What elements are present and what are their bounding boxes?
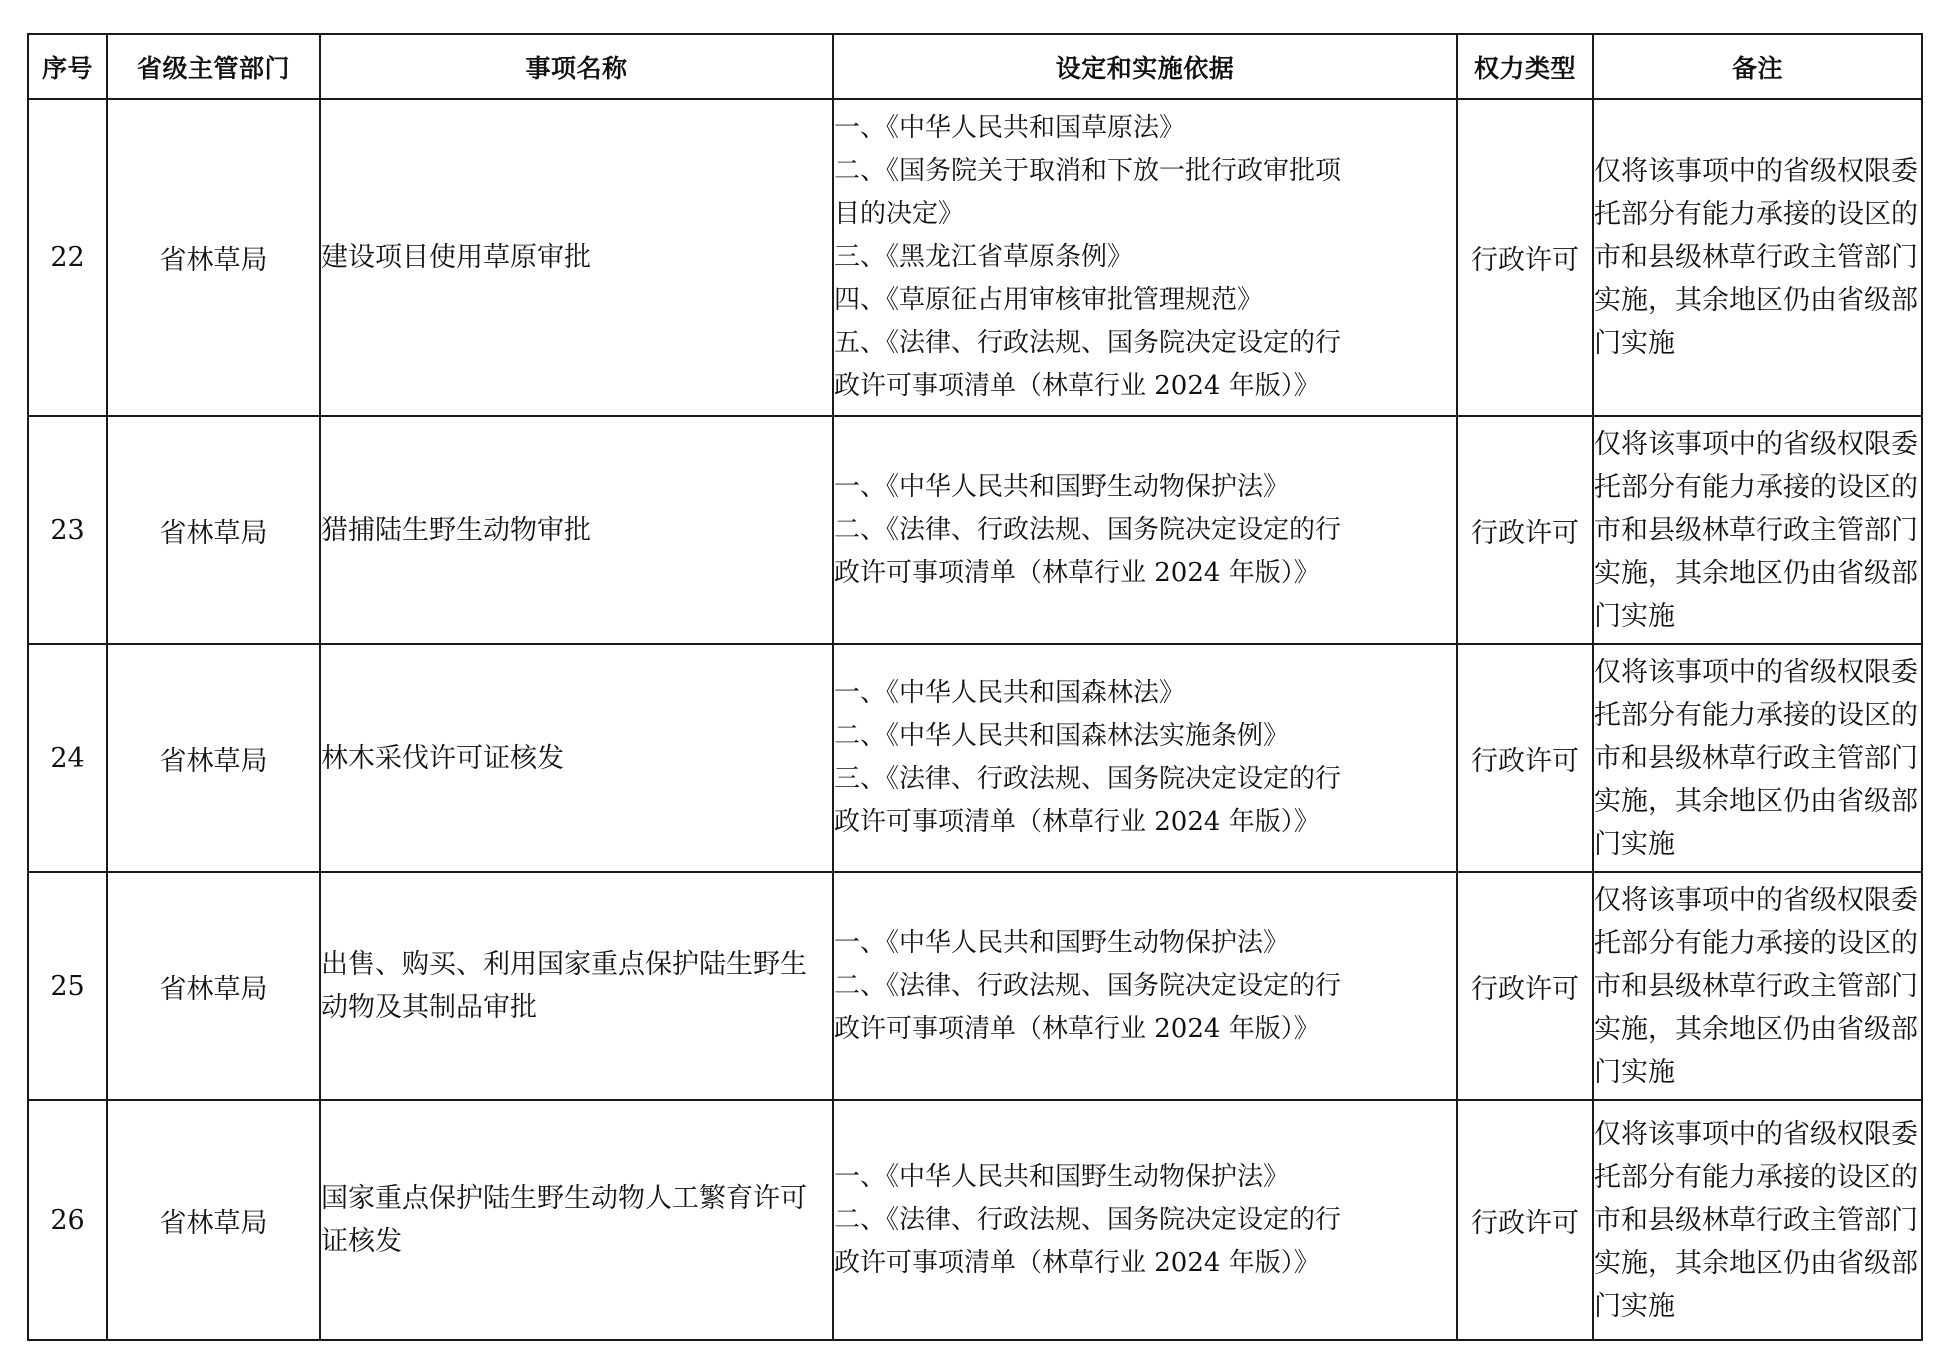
basis-line: 一、《中华人民共和国野生动物保护法》 bbox=[834, 471, 1290, 502]
basis-line: 四、《草原征占用审核审批管理规范》 bbox=[834, 285, 1264, 315]
basis-line: 政许可事项清单（林草行业 2024 年版）》 bbox=[834, 807, 1320, 837]
header-legal-basis: 设定和实施依据 bbox=[833, 34, 1457, 99]
basis-line: 政许可事项清单（林草行业 2024 年版）》 bbox=[834, 371, 1320, 401]
cell-legal-basis bbox=[833, 1100, 1457, 1340]
basis-line: 政许可事项清单（林草行业 2024 年版）》 bbox=[834, 1013, 1320, 1044]
table-header-row bbox=[28, 34, 1922, 99]
basis-line: 三、《法律、行政法规、国务院决定设定的行 bbox=[834, 764, 1342, 794]
table-row bbox=[28, 416, 1922, 644]
authority-items-table bbox=[27, 33, 1923, 1341]
cell-item-name: 猎捕陆生野生动物审批 bbox=[320, 416, 833, 644]
cell-serial-number: 23 bbox=[28, 416, 107, 644]
table-row bbox=[28, 872, 1922, 1100]
cell-remarks: 仅将该事项中的省级权限委托部分有能力承接的设区的市和县级林草行政主管部门实施，其余地区仍由省级部门实施 bbox=[1593, 99, 1922, 416]
table-row bbox=[28, 644, 1922, 872]
cell-serial-number: 24 bbox=[28, 644, 107, 872]
cell-department: 省林草局 bbox=[107, 1100, 320, 1340]
cell-legal-basis bbox=[833, 99, 1457, 416]
header-serial-number: 序号 bbox=[28, 34, 107, 99]
basis-line: 目的决定》 bbox=[834, 199, 965, 229]
cell-item-name: 出售、购买、利用国家重点保护陆生野生动物及其制品审批 bbox=[320, 872, 833, 1100]
cell-remarks: 仅将该事项中的省级权限委托部分有能力承接的设区的市和县级林草行政主管部门实施，其余地区仍由省级部门实施 bbox=[1593, 644, 1922, 872]
document-page bbox=[27, 33, 1921, 1341]
cell-item-name: 建设项目使用草原审批 bbox=[320, 99, 833, 416]
basis-line: 二、《中华人民共和国森林法实施条例》 bbox=[834, 721, 1290, 751]
basis-line: 二、《法律、行政法规、国务院决定设定的行 bbox=[834, 514, 1342, 545]
cell-serial-number: 25 bbox=[28, 872, 107, 1100]
cell-power-type: 行政许可 bbox=[1457, 99, 1593, 416]
cell-department: 省林草局 bbox=[107, 644, 320, 872]
cell-item-name: 林木采伐许可证核发 bbox=[320, 644, 833, 872]
cell-legal-basis bbox=[833, 644, 1457, 872]
header-power-type: 权力类型 bbox=[1457, 34, 1593, 99]
basis-line: 政许可事项清单（林草行业 2024 年版）》 bbox=[834, 1247, 1320, 1278]
table-row bbox=[28, 99, 1922, 416]
cell-department: 省林草局 bbox=[107, 416, 320, 644]
header-item-name: 事项名称 bbox=[320, 34, 833, 99]
cell-item-name: 国家重点保护陆生野生动物人工繁育许可证核发 bbox=[320, 1100, 833, 1340]
basis-line: 一、《中华人民共和国野生动物保护法》 bbox=[834, 927, 1290, 958]
cell-power-type: 行政许可 bbox=[1457, 872, 1593, 1100]
header-remarks: 备注 bbox=[1593, 34, 1922, 99]
cell-department: 省林草局 bbox=[107, 872, 320, 1100]
basis-line: 二、《法律、行政法规、国务院决定设定的行 bbox=[834, 970, 1342, 1001]
basis-line: 一、《中华人民共和国森林法》 bbox=[834, 678, 1186, 708]
cell-remarks: 仅将该事项中的省级权限委托部分有能力承接的设区的市和县级林草行政主管部门实施，其余地区仍由省级部门实施 bbox=[1593, 1100, 1922, 1340]
cell-power-type: 行政许可 bbox=[1457, 1100, 1593, 1340]
basis-line: 一、《中华人民共和国野生动物保护法》 bbox=[834, 1161, 1290, 1192]
cell-legal-basis bbox=[833, 872, 1457, 1100]
basis-line: 二、《法律、行政法规、国务院决定设定的行 bbox=[834, 1204, 1342, 1235]
cell-power-type: 行政许可 bbox=[1457, 416, 1593, 644]
cell-remarks: 仅将该事项中的省级权限委托部分有能力承接的设区的市和县级林草行政主管部门实施，其余地区仍由省级部门实施 bbox=[1593, 416, 1922, 644]
cell-power-type: 行政许可 bbox=[1457, 644, 1593, 872]
basis-line: 三、《黑龙江省草原条例》 bbox=[834, 242, 1134, 272]
basis-line: 政许可事项清单（林草行业 2024 年版）》 bbox=[834, 557, 1320, 588]
cell-remarks: 仅将该事项中的省级权限委托部分有能力承接的设区的市和县级林草行政主管部门实施，其余地区仍由省级部门实施 bbox=[1593, 872, 1922, 1100]
cell-serial-number: 22 bbox=[28, 99, 107, 416]
cell-serial-number: 26 bbox=[28, 1100, 107, 1340]
table-row bbox=[28, 1100, 1922, 1340]
basis-line: 五、《法律、行政法规、国务院决定设定的行 bbox=[834, 328, 1342, 358]
cell-department: 省林草局 bbox=[107, 99, 320, 416]
basis-line: 一、《中华人民共和国草原法》 bbox=[834, 113, 1186, 143]
basis-line: 二、《国务院关于取消和下放一批行政审批项 bbox=[834, 156, 1342, 186]
cell-legal-basis bbox=[833, 416, 1457, 644]
header-provincial-department: 省级主管部门 bbox=[107, 34, 320, 99]
